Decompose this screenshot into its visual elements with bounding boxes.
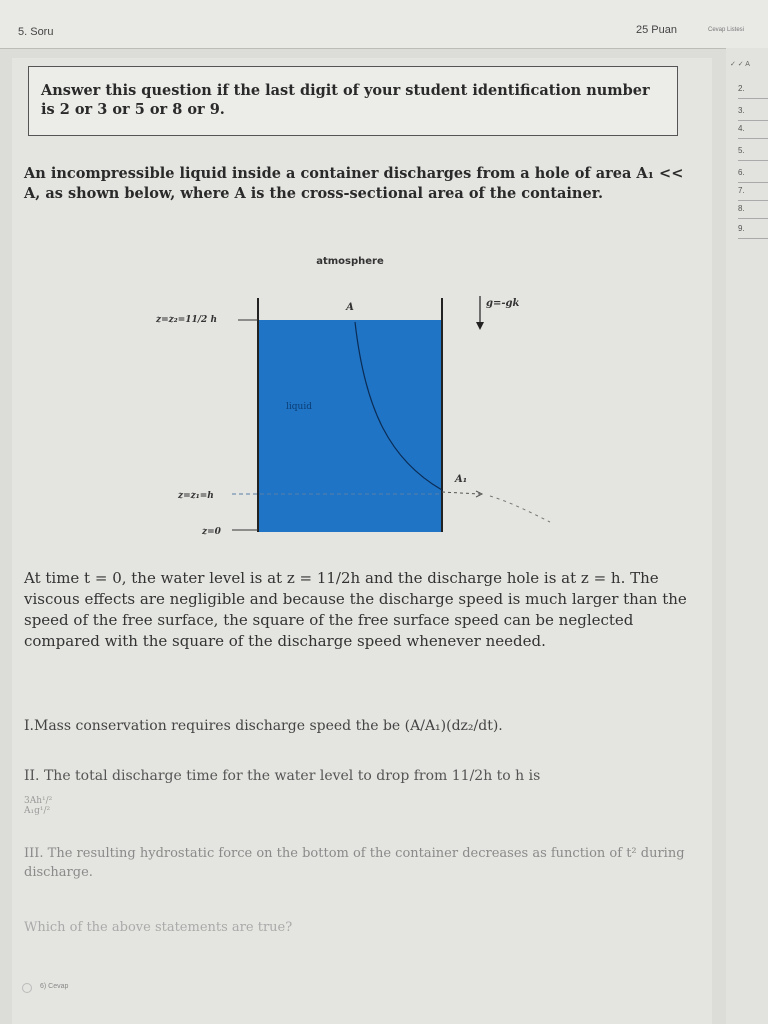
footer-label: 6) Cevap xyxy=(40,983,69,990)
sidebar-item[interactable]: 4. xyxy=(738,124,768,139)
discharge-jet xyxy=(442,492,480,494)
sidebar-item[interactable]: 6. xyxy=(738,168,768,183)
jet-trajectory xyxy=(490,496,550,522)
question-points: 25 Puan xyxy=(636,24,677,36)
gravity-arrowhead-icon xyxy=(476,322,484,330)
bottom-label: z=0 xyxy=(202,527,221,537)
sidebar-item[interactable]: 5. xyxy=(738,146,768,161)
question-number: 5. Soru xyxy=(18,26,54,38)
statement-2: II. The total discharge time for the water level to drop from 11/2h to h is xyxy=(24,768,541,784)
sidebar-item[interactable]: 2. xyxy=(738,84,768,99)
liquid-label: liquid xyxy=(286,402,312,412)
gravity-label: g=-gk xyxy=(486,298,520,309)
sidebar-item[interactable]: 8. xyxy=(738,204,768,219)
answer-list-label: Cevap Listesi xyxy=(708,27,745,33)
area-label: A xyxy=(346,302,354,313)
top-bar xyxy=(0,0,768,49)
sidebar-header: ✓ ✓ A xyxy=(730,61,750,68)
notice-box xyxy=(28,66,678,136)
sidebar-item[interactable]: 9. xyxy=(738,224,768,239)
atmosphere-label: atmosphere xyxy=(316,256,384,267)
top-level-label: z=z₂=11/2 h xyxy=(156,315,217,325)
container-figure xyxy=(150,250,570,540)
sidebar-item[interactable]: 3. xyxy=(738,106,768,121)
notice-text: Answer this question if the last digit of your student identification number is 2 or 3 or 5 or 8 or 9. xyxy=(41,82,650,118)
liquid-body xyxy=(259,320,441,532)
statement-2-numerator: 3Ah¹/² xyxy=(24,796,53,806)
statement-3: III. The resulting hydrostatic force on the bottom of the container decreases as function of t² during discharge. xyxy=(24,846,685,880)
statement-2-value xyxy=(24,796,52,816)
sidebar-item[interactable]: 7. xyxy=(738,186,768,201)
hole-level-label: z=z₁=h xyxy=(178,491,214,501)
question-intro: An incompressible liquid inside a container discharges from a hole of area A₁ << A, as shown below, where A is the cross-sectional area of the container. xyxy=(24,165,684,202)
statement-1: I.Mass conservation requires discharge speed the be (A/A₁)(dz₂/dt). xyxy=(24,718,503,734)
question-prompt: Which of the above statements are true? xyxy=(24,920,293,935)
answer-radio[interactable] xyxy=(22,983,32,993)
problem-paragraph: At time t = 0, the water level is at z = 11/2h and the discharge hole is at z = h. The viscous effects are negligible and because the discharge speed is much larger than the speed of the free surface, the square of the free surface speed can be neglected compared with the square of the discharge speed whenever needed. xyxy=(24,569,687,650)
hole-area-label: A₁ xyxy=(455,474,468,485)
statement-2-denominator: A₁g¹/² xyxy=(24,806,51,816)
